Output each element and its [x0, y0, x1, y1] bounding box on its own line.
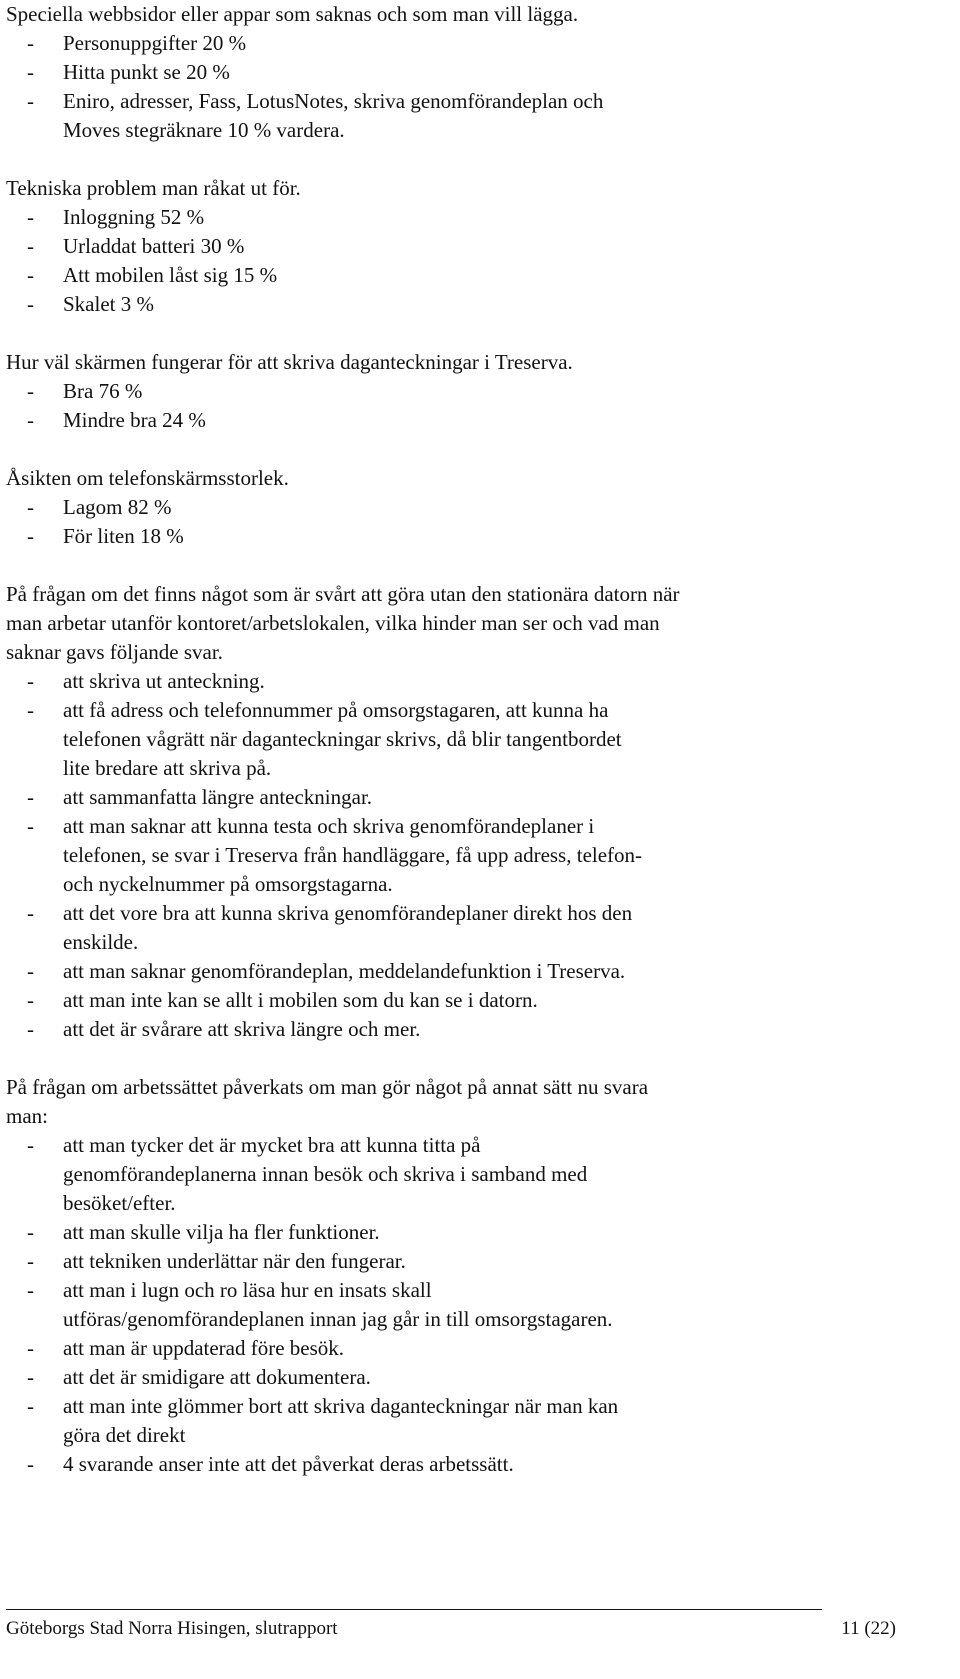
bullet-list [6, 493, 906, 551]
list-item-text: Urladdat batteri 30 % [63, 234, 245, 258]
page-number: 11 (22) [841, 1618, 896, 1639]
list-item [6, 1218, 906, 1247]
list-item [6, 87, 906, 145]
list-item-text: att det är svårare att skriva längre och mer. [63, 1017, 421, 1041]
dash-mark: - [27, 1278, 34, 1302]
dash-mark: - [27, 814, 34, 838]
section-screen-size [6, 464, 906, 551]
list-item-text: att man saknar genomförandeplan, meddelandefunktion i Treserva. [63, 959, 626, 983]
list-item [6, 812, 906, 899]
list-item-text: Skalet 3 % [63, 292, 154, 316]
list-item [6, 1363, 906, 1392]
list-item [6, 667, 906, 696]
dash-mark: - [27, 1133, 34, 1157]
dash-mark: - [27, 1249, 34, 1273]
list-item [6, 377, 906, 406]
list-item-text: Eniro, adresser, Fass, LotusNotes, skriva genomförandeplan och Moves stegräknare 10 % vardera. [63, 89, 604, 142]
dash-mark: - [27, 495, 34, 519]
list-item-text: Att mobilen låst sig 15 % [63, 263, 278, 287]
list-item [6, 58, 906, 87]
list-item [6, 261, 906, 290]
bullet-list [6, 377, 906, 435]
dash-mark: - [27, 959, 34, 983]
footer-report-title: Göteborgs Stad Norra Hisingen, slutrapport [6, 1618, 338, 1639]
list-item-text: att man i lugn och ro läsa hur en insats skall utföras/genomförandeplanen innan jag går in till omsorgstagaren. [63, 1278, 613, 1331]
list-item-text: att det är smidigare att dokumentera. [63, 1365, 371, 1389]
list-item [6, 899, 906, 957]
list-item [6, 232, 906, 261]
list-item [6, 957, 906, 986]
list-item-text: att tekniken underlättar när den fungerar. [63, 1249, 406, 1273]
dash-mark: - [27, 901, 34, 925]
bullet-list [6, 1131, 906, 1479]
list-item [6, 1392, 906, 1450]
section-technical-problems [6, 174, 906, 319]
list-item [6, 783, 906, 812]
list-item [6, 986, 906, 1015]
dash-mark: - [27, 379, 34, 403]
dash-mark: - [27, 1336, 34, 1360]
dash-mark: - [27, 669, 34, 693]
dash-mark: - [27, 31, 34, 55]
bullet-list [6, 29, 906, 145]
list-item-text: att man inte glömmer bort att skriva daganteckningar när man kan göra det direkt [63, 1394, 619, 1447]
dash-mark: - [27, 234, 34, 258]
list-item-text: Inloggning 52 % [63, 205, 205, 229]
footer-divider [6, 1609, 822, 1610]
dash-mark: - [27, 89, 34, 113]
bullet-list [6, 667, 906, 1044]
dash-mark: - [27, 1394, 34, 1418]
list-item [6, 1247, 906, 1276]
dash-mark: - [27, 1365, 34, 1389]
dash-mark: - [27, 698, 34, 722]
dash-mark: - [27, 785, 34, 809]
list-item-text: att man saknar att kunna testa och skriva genomförandeplaner i telefonen, se svar i Treserva från handläggare, få upp adress, telefon- och nyckelnummer på omsorgstagarna. [63, 814, 643, 896]
list-item-text: att skriva ut anteckning. [63, 669, 265, 693]
page-footer [6, 1609, 896, 1642]
list-item [6, 1276, 906, 1334]
list-item-text: 4 svarande anser inte att det påverkat deras arbetssätt. [63, 1452, 514, 1476]
list-item [6, 290, 906, 319]
dash-mark: - [27, 1452, 34, 1476]
list-item-text: att man tycker det är mycket bra att kunna titta på genomförandeplanerna innan besök och skriva i samband med besöket/efter. [63, 1133, 588, 1215]
list-item-text: Personuppgifter 20 % [63, 31, 247, 55]
section-heading: Hur väl skärmen fungerar för att skriva daganteckningar i Treserva. [6, 350, 573, 374]
dash-mark: - [27, 1017, 34, 1041]
section-obstacles [6, 580, 906, 1044]
list-item [6, 406, 906, 435]
list-item-text: Bra 76 % [63, 379, 143, 403]
list-item-text: att det vore bra att kunna skriva genomförandeplaner direkt hos den enskilde. [63, 901, 633, 954]
footer-row [6, 1616, 896, 1642]
list-item-text: Lagom 82 % [63, 495, 172, 519]
dash-mark: - [27, 988, 34, 1012]
section-heading: Speciella webbsidor eller appar som saknas och som man vill lägga. [6, 2, 579, 26]
section-work-method [6, 1073, 906, 1479]
list-item [6, 29, 906, 58]
list-item [6, 1450, 906, 1479]
list-item-text: att sammanfatta längre anteckningar. [63, 785, 373, 809]
list-item [6, 1131, 906, 1218]
dash-mark: - [27, 408, 34, 432]
dash-mark: - [27, 60, 34, 84]
section-heading: På frågan om det finns något som är svårt att göra utan den stationära datorn när man arbetar utanför kontoret/arbetslokalen, vilka hinder man ser och vad man saknar gavs följande svar. [6, 582, 680, 664]
dash-mark: - [27, 292, 34, 316]
section-screen-function [6, 348, 906, 435]
list-item [6, 696, 906, 783]
section-missing-apps [6, 0, 906, 145]
dash-mark: - [27, 263, 34, 287]
bullet-list [6, 203, 906, 319]
list-item [6, 522, 906, 551]
dash-mark: - [27, 205, 34, 229]
list-item-text: Hitta punkt se 20 % [63, 60, 230, 84]
list-item-text: att man är uppdaterad före besök. [63, 1336, 345, 1360]
section-heading: Åsikten om telefonskärmsstorlek. [6, 466, 289, 490]
list-item-text: att få adress och telefonnummer på omsorgstagaren, att kunna ha telefonen vågrätt när daganteckningar skrivs, då blir tangentbordet lite bredare att skriva på. [63, 698, 622, 780]
list-item [6, 203, 906, 232]
list-item [6, 1334, 906, 1363]
list-item-text: Mindre bra 24 % [63, 408, 206, 432]
list-item-text: För liten 18 % [63, 524, 184, 548]
list-item-text: att man inte kan se allt i mobilen som du kan se i datorn. [63, 988, 538, 1012]
list-item [6, 493, 906, 522]
document-page [6, 0, 906, 1479]
section-heading: På frågan om arbetssättet påverkats om man gör något på annat sätt nu svara man: [6, 1075, 649, 1128]
dash-mark: - [27, 524, 34, 548]
dash-mark: - [27, 1220, 34, 1244]
list-item [6, 1015, 906, 1044]
list-item-text: att man skulle vilja ha fler funktioner. [63, 1220, 380, 1244]
section-heading: Tekniska problem man råkat ut för. [6, 176, 301, 200]
